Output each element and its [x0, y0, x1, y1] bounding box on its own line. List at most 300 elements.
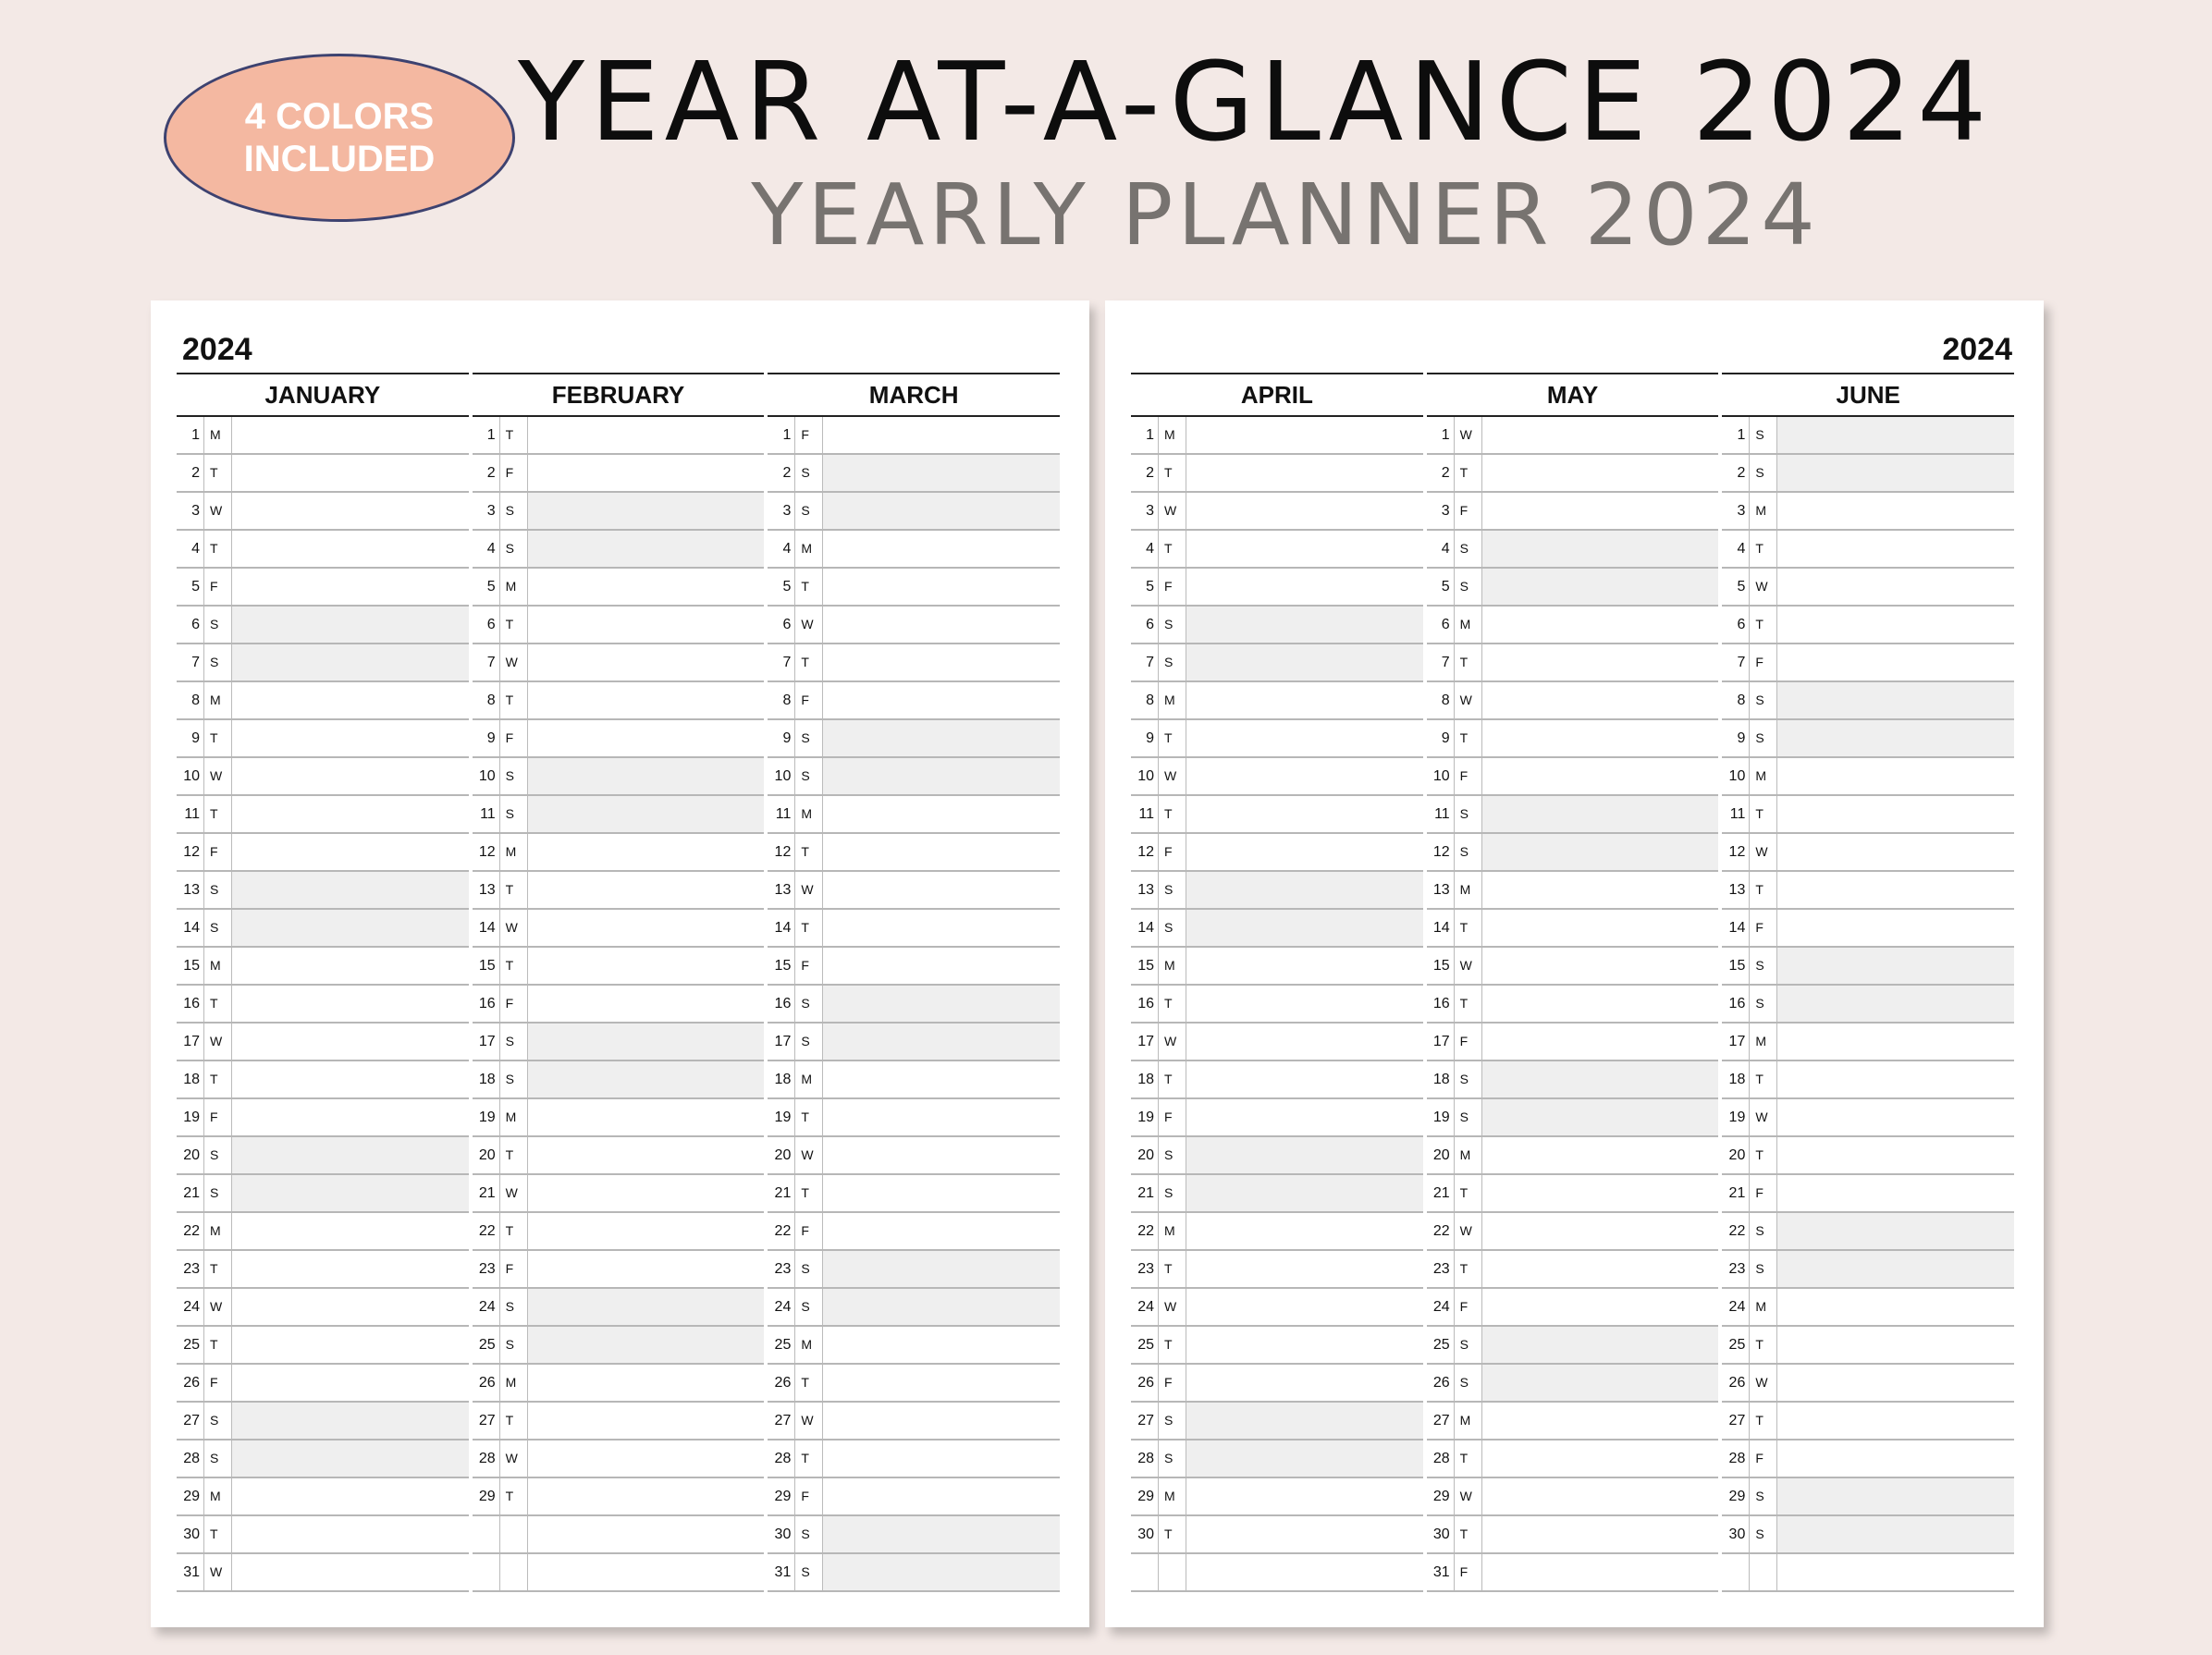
day-note-space[interactable] — [1482, 1175, 1719, 1211]
day-note-space[interactable] — [1482, 720, 1719, 756]
day-note-space[interactable] — [823, 758, 1060, 794]
day-note-space[interactable] — [1482, 1289, 1719, 1325]
day-note-space[interactable] — [1186, 607, 1423, 643]
day-row — [473, 1516, 765, 1554]
day-row — [1131, 493, 1423, 531]
day-note-space[interactable] — [1777, 948, 2014, 984]
day-row — [1427, 417, 1719, 455]
day-row — [768, 1061, 1060, 1099]
day-weekday: T — [795, 834, 823, 870]
day-note-space[interactable] — [823, 1061, 1060, 1097]
day-note-space[interactable] — [823, 1175, 1060, 1211]
day-note-space[interactable] — [528, 1365, 765, 1401]
day-note-space[interactable] — [232, 1365, 469, 1401]
day-note-space[interactable] — [1777, 607, 2014, 643]
day-number: 18 — [1131, 1061, 1159, 1097]
day-note-space[interactable] — [528, 796, 765, 832]
day-note-space[interactable] — [232, 834, 469, 870]
day-row — [1722, 948, 2014, 986]
day-note-space[interactable] — [823, 1137, 1060, 1173]
day-number: 8 — [1722, 682, 1750, 718]
day-note-space[interactable] — [528, 682, 765, 718]
day-note-space[interactable] — [823, 1554, 1060, 1590]
day-row — [1427, 1554, 1719, 1592]
day-note-space[interactable] — [232, 1061, 469, 1097]
day-number: 4 — [473, 531, 500, 567]
day-number: 22 — [768, 1213, 795, 1249]
day-row — [177, 986, 469, 1024]
day-number: 28 — [1427, 1440, 1455, 1477]
day-note-space[interactable] — [1482, 1061, 1719, 1097]
day-note-space[interactable] — [823, 455, 1060, 491]
day-number: 11 — [1722, 796, 1750, 832]
day-row — [473, 644, 765, 682]
day-note-space[interactable] — [232, 1024, 469, 1060]
day-number: 24 — [1131, 1289, 1159, 1325]
day-note-space[interactable] — [1186, 493, 1423, 529]
day-note-space[interactable] — [823, 531, 1060, 567]
day-note-space[interactable] — [1482, 1327, 1719, 1363]
day-note-space[interactable] — [1482, 1440, 1719, 1477]
day-number: 3 — [473, 493, 500, 529]
day-note-space[interactable] — [1482, 493, 1719, 529]
day-note-space[interactable] — [1777, 569, 2014, 605]
day-row — [1131, 1440, 1423, 1478]
day-note-space[interactable] — [1777, 1554, 2014, 1590]
day-note-space[interactable] — [823, 1251, 1060, 1287]
day-note-space[interactable] — [1482, 910, 1719, 946]
day-note-space[interactable] — [232, 1478, 469, 1514]
day-row — [473, 417, 765, 455]
day-note-space[interactable] — [1186, 644, 1423, 680]
day-weekday: S — [795, 1289, 823, 1325]
day-note-space[interactable] — [1777, 1024, 2014, 1060]
day-note-space[interactable] — [528, 720, 765, 756]
day-row — [1131, 1213, 1423, 1251]
day-note-space[interactable] — [1482, 948, 1719, 984]
day-note-space[interactable] — [528, 1213, 765, 1249]
day-note-space[interactable] — [1186, 1478, 1423, 1514]
day-note-space[interactable] — [528, 531, 765, 567]
day-number: 20 — [768, 1137, 795, 1173]
day-note-space[interactable] — [528, 1554, 765, 1590]
day-row — [768, 1327, 1060, 1365]
day-number: 16 — [768, 986, 795, 1022]
day-number: 13 — [1131, 872, 1159, 908]
day-number: 25 — [1722, 1327, 1750, 1363]
day-note-space[interactable] — [1482, 417, 1719, 453]
day-note-space[interactable] — [232, 569, 469, 605]
day-note-space[interactable] — [1186, 417, 1423, 453]
day-note-space[interactable] — [1186, 1327, 1423, 1363]
day-number: 14 — [1131, 910, 1159, 946]
day-note-space[interactable] — [1482, 796, 1719, 832]
day-note-space[interactable] — [823, 720, 1060, 756]
day-note-space[interactable] — [528, 607, 765, 643]
day-note-space[interactable] — [528, 1099, 765, 1135]
day-note-space[interactable] — [232, 682, 469, 718]
day-note-space[interactable] — [823, 1213, 1060, 1249]
day-weekday: T — [795, 1440, 823, 1477]
day-row — [1722, 1289, 2014, 1327]
day-note-space[interactable] — [232, 607, 469, 643]
day-note-space[interactable] — [1777, 1251, 2014, 1287]
day-weekday: T — [204, 1061, 232, 1097]
day-note-space[interactable] — [1777, 1213, 2014, 1249]
day-note-space[interactable] — [1482, 1137, 1719, 1173]
day-weekday: T — [1455, 1251, 1482, 1287]
day-note-space[interactable] — [1186, 531, 1423, 567]
day-number: 6 — [473, 607, 500, 643]
day-note-space[interactable] — [528, 834, 765, 870]
day-note-space[interactable] — [528, 1024, 765, 1060]
day-note-space[interactable] — [1482, 1516, 1719, 1552]
day-note-space[interactable] — [1777, 1137, 2014, 1173]
day-note-space[interactable] — [232, 1213, 469, 1249]
day-note-space[interactable] — [232, 986, 469, 1022]
day-note-space[interactable] — [1482, 607, 1719, 643]
day-note-space[interactable] — [1777, 1365, 2014, 1401]
day-note-space[interactable] — [232, 758, 469, 794]
day-note-space[interactable] — [232, 1403, 469, 1439]
day-weekday: S — [1750, 720, 1777, 756]
day-note-space[interactable] — [1777, 682, 2014, 718]
day-note-space[interactable] — [1186, 1440, 1423, 1477]
day-note-space[interactable] — [528, 1478, 765, 1514]
day-note-space[interactable] — [1482, 1024, 1719, 1060]
day-number: 22 — [473, 1213, 500, 1249]
day-row — [473, 1099, 765, 1137]
day-note-space[interactable] — [1186, 455, 1423, 491]
day-note-space[interactable] — [1777, 1403, 2014, 1439]
day-number: 12 — [473, 834, 500, 870]
day-note-space[interactable] — [1482, 1554, 1719, 1590]
day-note-space[interactable] — [1186, 948, 1423, 984]
day-row — [473, 682, 765, 720]
day-number: 30 — [1131, 1516, 1159, 1552]
day-weekday: M — [204, 1478, 232, 1514]
day-note-space[interactable] — [823, 1478, 1060, 1514]
day-number: 26 — [1427, 1365, 1455, 1401]
day-note-space[interactable] — [1777, 455, 2014, 491]
day-note-space[interactable] — [1777, 796, 2014, 832]
day-note-space[interactable] — [1777, 1440, 2014, 1477]
day-note-space[interactable] — [823, 1024, 1060, 1060]
day-row — [1427, 682, 1719, 720]
day-weekday: W — [1455, 1478, 1482, 1514]
day-note-space[interactable] — [1777, 1289, 2014, 1325]
day-note-space[interactable] — [232, 417, 469, 453]
months-container — [1131, 373, 2014, 1592]
day-note-space[interactable] — [232, 720, 469, 756]
day-row — [1722, 720, 2014, 758]
day-row — [177, 531, 469, 569]
day-note-space[interactable] — [1186, 872, 1423, 908]
day-note-space[interactable] — [1186, 910, 1423, 946]
day-weekday: W — [1455, 682, 1482, 718]
day-weekday: W — [204, 1289, 232, 1325]
day-note-space[interactable] — [1777, 758, 2014, 794]
day-row — [473, 1289, 765, 1327]
day-row — [768, 1478, 1060, 1516]
day-weekday: M — [500, 834, 528, 870]
day-number: 14 — [1722, 910, 1750, 946]
day-row — [177, 1251, 469, 1289]
day-row — [177, 644, 469, 682]
day-note-space[interactable] — [1186, 1175, 1423, 1211]
day-note-space[interactable] — [528, 1289, 765, 1325]
day-weekday: S — [500, 758, 528, 794]
day-row — [473, 834, 765, 872]
day-number: 3 — [1131, 493, 1159, 529]
day-note-space[interactable] — [1482, 682, 1719, 718]
badge-line-1: 4 COLORS — [244, 96, 435, 137]
day-note-space[interactable] — [1777, 493, 2014, 529]
day-note-space[interactable] — [1482, 644, 1719, 680]
day-number: 18 — [177, 1061, 204, 1097]
day-weekday: M — [500, 1365, 528, 1401]
day-note-space[interactable] — [528, 948, 765, 984]
day-note-space[interactable] — [1777, 1516, 2014, 1552]
day-row — [177, 417, 469, 455]
day-note-space[interactable] — [1777, 720, 2014, 756]
day-note-space[interactable] — [232, 1137, 469, 1173]
day-note-space[interactable] — [1186, 796, 1423, 832]
day-note-space[interactable] — [823, 910, 1060, 946]
day-note-space[interactable] — [232, 1327, 469, 1363]
day-note-space[interactable] — [823, 1516, 1060, 1552]
day-note-space[interactable] — [823, 1440, 1060, 1477]
day-note-space[interactable] — [823, 986, 1060, 1022]
day-note-space[interactable] — [528, 986, 765, 1022]
day-row — [473, 720, 765, 758]
day-note-space[interactable] — [1777, 1478, 2014, 1514]
day-note-space[interactable] — [1777, 910, 2014, 946]
day-weekday: T — [204, 455, 232, 491]
day-weekday: M — [1750, 493, 1777, 529]
day-weekday: T — [1159, 1251, 1186, 1287]
day-note-space[interactable] — [1186, 682, 1423, 718]
day-number: 16 — [1131, 986, 1159, 1022]
day-note-space[interactable] — [1777, 1327, 2014, 1363]
day-note-space[interactable] — [528, 1403, 765, 1439]
day-weekday: T — [1750, 1403, 1777, 1439]
day-weekday: S — [204, 1137, 232, 1173]
day-note-space[interactable] — [232, 1289, 469, 1325]
month-header: MAY — [1427, 373, 1719, 417]
day-note-space[interactable] — [1777, 834, 2014, 870]
day-row — [1722, 986, 2014, 1024]
day-note-space[interactable] — [823, 682, 1060, 718]
day-row — [177, 720, 469, 758]
day-note-space[interactable] — [1482, 1099, 1719, 1135]
day-note-space[interactable] — [528, 417, 765, 453]
day-note-space[interactable] — [823, 1365, 1060, 1401]
day-note-space[interactable] — [823, 569, 1060, 605]
day-weekday: S — [1750, 948, 1777, 984]
day-note-space[interactable] — [1482, 1251, 1719, 1287]
day-note-space[interactable] — [823, 493, 1060, 529]
day-note-space[interactable] — [528, 569, 765, 605]
day-note-space[interactable] — [823, 1327, 1060, 1363]
day-note-space[interactable] — [1186, 1137, 1423, 1173]
day-note-space[interactable] — [1777, 1175, 2014, 1211]
day-note-space[interactable] — [1777, 872, 2014, 908]
month-column — [473, 373, 765, 1592]
day-note-space[interactable] — [1482, 1213, 1719, 1249]
day-row — [473, 758, 765, 796]
day-note-space[interactable] — [528, 910, 765, 946]
day-row — [1427, 1099, 1719, 1137]
day-note-space[interactable] — [1482, 834, 1719, 870]
day-weekday: M — [1750, 1289, 1777, 1325]
day-note-space[interactable] — [232, 644, 469, 680]
day-note-space[interactable] — [823, 948, 1060, 984]
day-note-space[interactable] — [1186, 1251, 1423, 1287]
day-row — [1131, 1251, 1423, 1289]
day-note-space[interactable] — [1777, 1061, 2014, 1097]
day-weekday: T — [500, 1478, 528, 1514]
day-note-space[interactable] — [528, 1327, 765, 1363]
day-number: 19 — [177, 1099, 204, 1135]
day-row — [1427, 1478, 1719, 1516]
day-note-space[interactable] — [528, 1137, 765, 1173]
day-note-space[interactable] — [823, 796, 1060, 832]
day-note-space[interactable] — [1186, 1099, 1423, 1135]
day-row — [1427, 1516, 1719, 1554]
day-weekday: S — [1159, 1175, 1186, 1211]
day-note-space[interactable] — [1482, 1365, 1719, 1401]
day-note-space[interactable] — [1482, 569, 1719, 605]
day-note-space[interactable] — [528, 1440, 765, 1477]
day-weekday: F — [500, 986, 528, 1022]
day-note-space[interactable] — [232, 1251, 469, 1287]
day-note-space[interactable] — [1482, 531, 1719, 567]
day-note-space[interactable] — [1186, 986, 1423, 1022]
day-note-space[interactable] — [1482, 1478, 1719, 1514]
day-row — [473, 1440, 765, 1478]
day-weekday: T — [1159, 1516, 1186, 1552]
day-note-space[interactable] — [1777, 986, 2014, 1022]
month-column — [177, 373, 469, 1592]
day-note-space[interactable] — [232, 1440, 469, 1477]
day-weekday: M — [795, 1327, 823, 1363]
day-number: 21 — [177, 1175, 204, 1211]
day-row — [1131, 720, 1423, 758]
day-weekday: T — [204, 1251, 232, 1287]
day-note-space[interactable] — [1777, 644, 2014, 680]
day-number: 29 — [1722, 1478, 1750, 1514]
day-note-space[interactable] — [1186, 1289, 1423, 1325]
day-row — [1131, 1365, 1423, 1403]
day-note-space[interactable] — [1186, 569, 1423, 605]
day-note-space[interactable] — [528, 758, 765, 794]
day-weekday: S — [795, 493, 823, 529]
day-weekday: S — [795, 1554, 823, 1590]
day-note-space[interactable] — [232, 910, 469, 946]
day-note-space[interactable] — [1482, 872, 1719, 908]
day-note-space[interactable] — [528, 644, 765, 680]
day-note-space[interactable] — [232, 1554, 469, 1590]
day-row — [1722, 1554, 2014, 1592]
day-note-space[interactable] — [1186, 1403, 1423, 1439]
day-note-space[interactable] — [1186, 834, 1423, 870]
day-note-space[interactable] — [232, 455, 469, 491]
day-note-space[interactable] — [823, 1289, 1060, 1325]
day-note-space[interactable] — [1777, 1099, 2014, 1135]
day-weekday: S — [204, 1403, 232, 1439]
day-note-space[interactable] — [1186, 1516, 1423, 1552]
day-weekday: S — [1159, 644, 1186, 680]
day-note-space[interactable] — [528, 1251, 765, 1287]
day-note-space[interactable] — [232, 872, 469, 908]
day-note-space[interactable] — [1777, 417, 2014, 453]
day-note-space[interactable] — [232, 1175, 469, 1211]
day-note-space[interactable] — [823, 417, 1060, 453]
day-row — [768, 493, 1060, 531]
day-note-space[interactable] — [528, 1061, 765, 1097]
day-note-space[interactable] — [1186, 1213, 1423, 1249]
day-note-space[interactable] — [232, 796, 469, 832]
day-number: 27 — [1722, 1403, 1750, 1439]
day-note-space[interactable] — [232, 493, 469, 529]
day-note-space[interactable] — [823, 872, 1060, 908]
day-row — [1427, 1289, 1719, 1327]
day-note-space[interactable] — [1482, 1403, 1719, 1439]
day-note-space[interactable] — [823, 607, 1060, 643]
day-note-space[interactable] — [1482, 758, 1719, 794]
day-note-space[interactable] — [232, 1099, 469, 1135]
day-number: 21 — [768, 1175, 795, 1211]
day-weekday: T — [204, 796, 232, 832]
day-weekday: F — [1455, 493, 1482, 529]
day-note-space[interactable] — [232, 531, 469, 567]
day-note-space[interactable] — [1186, 1554, 1423, 1590]
day-note-space[interactable] — [1482, 986, 1719, 1022]
day-weekday: S — [500, 1024, 528, 1060]
day-row — [768, 910, 1060, 948]
day-row — [1427, 1403, 1719, 1440]
day-note-space[interactable] — [232, 1516, 469, 1552]
day-note-space[interactable] — [823, 834, 1060, 870]
day-row — [1131, 1289, 1423, 1327]
day-note-space[interactable] — [1186, 1024, 1423, 1060]
day-note-space[interactable] — [232, 948, 469, 984]
day-weekday: S — [500, 796, 528, 832]
day-note-space[interactable] — [823, 1403, 1060, 1439]
day-note-space[interactable] — [823, 644, 1060, 680]
day-note-space[interactable] — [1186, 1061, 1423, 1097]
month-header: MARCH — [768, 373, 1060, 417]
day-number: 24 — [1722, 1289, 1750, 1325]
day-note-space[interactable] — [1186, 720, 1423, 756]
day-note-space[interactable] — [528, 493, 765, 529]
day-weekday: S — [204, 910, 232, 946]
day-note-space[interactable] — [1186, 1365, 1423, 1401]
day-number: 16 — [473, 986, 500, 1022]
day-note-space[interactable] — [528, 455, 765, 491]
day-row — [1131, 872, 1423, 910]
day-note-space[interactable] — [1482, 455, 1719, 491]
day-weekday: F — [1159, 834, 1186, 870]
day-note-space[interactable] — [528, 872, 765, 908]
day-note-space[interactable] — [1777, 531, 2014, 567]
day-note-space[interactable] — [528, 1175, 765, 1211]
day-note-space[interactable] — [528, 1516, 765, 1552]
day-note-space[interactable] — [823, 1099, 1060, 1135]
day-weekday: W — [500, 644, 528, 680]
day-note-space[interactable] — [1186, 758, 1423, 794]
